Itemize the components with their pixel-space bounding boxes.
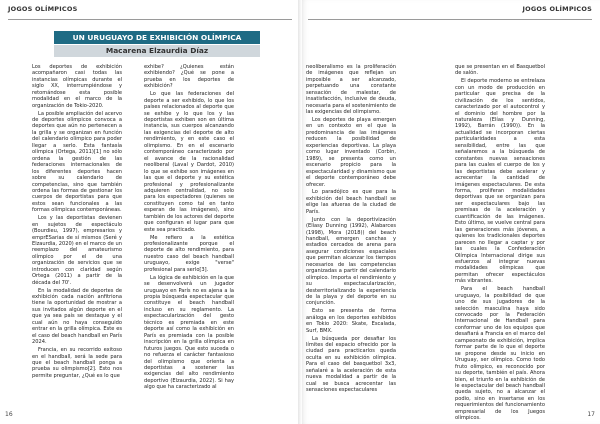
paragraph: que se presentan en el Basquetbol de salón.: [455, 64, 545, 77]
paragraph: La búsqueda por desafiar los límites del espacio ofrecido por la ciudad para practicarlos queda oculta en su exhibición olímpica. Para el caso del basquetbol 3x3, señalaré a la aceleración de esta nueva modalidad a partir de la cual se busca acrecentar las sensaciones espectaculares: [306, 335, 396, 394]
paragraph: Lo paradójico es que para la exhibición del beach handball se elige las afueras de la ciudad de París.: [306, 189, 396, 215]
paragraph: La posible ampliación del acervo de deportes olímpicos convoca a deportes que aún no pertenecen a la grilla y se organizan en función del calendario olímpico para poder llegar a serlo. Esta fantasía olímpica (Ortega, 2011)[1] no sólo ordena la gestión de las federaciones internacionales de los diferentes deportes hacen sobre su calendario de competencias, sino que también ordena las formas de gestionar los cuerpos de deportistas para que estos sean funcionales a las formas olímpicas contemporáneas.: [32, 110, 122, 214]
paragraph: El deporte moderno se entrelaza con un modo de producción en particular que precisa de la civilización de los sentidos, caracterizado por el autocontrol y el dominio del hombre por la naturaleza (Elías y Dunning, 1992), Barrán (1990)). En la actualidad se incorporan ciertas particularidades a esta sensibilidad, entre las que señalaremos a la búsqueda de constantes nuevas sensaciones para las cuales el cuerpo de los y las deportistas debe acelerar y acrecentar la cantidad de imágenes espectaculares. De esta forma, proliferan modalidades deportivas que se organizan para ser espectaculares bajo las premisas de la aceleración y cuantificación de las imágenes. Esto último, se vuelve central para las generaciones más jóvenes, a quienes los tradicionales deportes parecen no llegar a captar y por las cuales la Confederación Olímpica Internacional dirige sus esfuerzos al integrar nuevas modalidades olímpicas que permitan ofrecer espectáculos más vibrantes.: [455, 78, 545, 285]
page-number-left: 16: [5, 411, 13, 418]
paragraph: Los deportes de playa emergen en un contexto en el que la predominancia de las imágenes reducen la posibilidad de experiencias deportivas. La playa como lugar inventado (Corbin, 1989), se presenta como un escenario propicio para la espectacularidad y dinamismo que el deporte contemporáneo debe ofrecer.: [306, 117, 396, 188]
paragraph: Para el beach handball uruguayo, la posibilidad de que uno de sus jugadores de la selección masculina haya sido convocado por la Federación Internacional de Handball para conformar uno de los equipos que desafiará a Francia en el marco del campeonato de exhibición, implica formar parte de lo que el deporte se propone desde su inicio en Uruguay, ser olímpico. Como todo fruto olímpico, es reconocido por su deporte, también el país. Ahora bien, el triunfo en la exhibición de le espectacular del beach handball queda sujeto, no a alcanzar el podio, sino en insertarse en los requerimientos del funcionamiento empresarial de los Juegos olímpicos.: [455, 286, 545, 422]
article-author: Macarena Elzaurdia Díaz: [54, 45, 260, 57]
article-title: UN URUGUAYO DE EXHIBICIÓN OLÍMPICA: [54, 31, 260, 44]
paragraph: exhibe? ¿Quienes están exhibiendo? ¿Qué se pone a prueba en los deportes de exhibición?: [144, 64, 234, 90]
page-number-right: 17: [587, 411, 595, 418]
paragraph: Junto con la deportivización (Elíasy Dunning (1992), Alabarces (1998), Mora (2018)) del beach handball, emergen canchas y estadios cercados de arena para asegurar condiciones espaciales que permitan alcanzar los tiempos necesarios de las competencias organizadas a partir del calendario olímpico. Importa el rendimiento y su espectacularización, desterritorializando la experiencia de la playa y del deporte en su conjunción.: [306, 216, 396, 307]
paragraph: Francia, en su recorrido exitoso en el handball, será la sede para que el beach handball ponga a prueba su olimpismo[2]. Esto nos permite preguntar, ¿Qué es lo que: [32, 347, 122, 379]
paragraph: Esto se presenta de forma análoga en los deportes exhibidos en Tokio 2020: Skate, Escalada, Surf, BMX.: [306, 308, 396, 334]
header-rule-right: [308, 19, 592, 20]
paragraph: La lógica de exhibición en la que se desenvolverá un jugador uruguayo en París no es ajena a la propia búsqueda espectacular que constituye el beach handball incluso en su reglamento. La espectacularización del gesto técnico es premiada en este deporte así como la exhibición en París es premiada con la posible inscripción en la grilla olímpica en futuros juegos. Que esto suceda o no refuerza el carácter fantasioso del olimpismo que orienta a deportistas a sostener las exigencias del alto rendimiento deportivo (Elzaurdia, 2022). Si hay algo que ha caracterizado al: [144, 274, 234, 391]
header-rule-left: [8, 19, 292, 20]
text-column-4: [455, 64, 545, 422]
text-column-1: [32, 64, 122, 392]
paragraph: Los deportes de exhibición acompañaron casi todas las instancias olímpicas durante el siglo XX, interrumpiéndose y retomándose esta posible modalidad en el marco de la organización de Tokio-2020.: [32, 64, 122, 109]
paragraph: En la modalidad de deportes de exhibición cada nación anfitriona tiene la oportunidad de mostrar a sus invitados algún deporte en el que ya sea país se destaque y el cual aún no haya conseguido entrar en la grilla olímpica. Este es el caso del beach handball en París 2024.: [32, 287, 122, 346]
paragraph: Lo que las federaciones del deporte a ser exhibido, lo que los países relacionados al deporte que se exhibe y lo que los y las deportistas exhiben son en última instancia, sus cuerpos alcanzando las exigencias del deporte de alto rendimiento, y en este caso el olimpismo. En en el escenario contemporáneo caracterizado por el avance de la racionalidad neoliberal (Laval y Dardot, 2010) lo que se exhibe son imágenes en las que el deporte y su estética profesional y profesionalizante adquieren centralidad, no solo para los espectadores (quienes se constituyen como tal en tanto esperan de las imágenes), sino también de los actores del deporte que configuran el lugar para que este sea practicado.: [144, 91, 234, 233]
paragraph: Me refiero a la estética profesionalizante porque el deporte de alto rendimiento, para nuestro caso del beach handball uruguayo, exige "verse" profesional para serlo[3].: [144, 234, 234, 273]
paragraph: Los y las deportistas devienen en sujetos de espectáculo (Bourdieu, 1997), empresarios y emprESarias de sí mismos (Seré y Elzaurdia, 2020) en el marco de un reemplazo del amateurismo olímpico por el de una organización de servicios que se introducen con claridad según Ortega (2011) a partir de la década del 70'.: [32, 215, 122, 286]
header-right: JOGOS OLÍMPICOS: [522, 5, 592, 13]
header-left: JOGOS OLÍMPICOS: [8, 5, 78, 13]
paragraph: neoliberalismo es la proliferación de imágenes que reflejan un imposible a ser alcanzado, perpetuando una constante sensación de malestar, de insatisfacción, inclusive de deuda, necesaria para el sostenimiento de las exigencias del olimpismo.: [306, 64, 396, 116]
page-gutter: [298, 0, 302, 424]
text-column-3: [306, 64, 396, 392]
text-column-2: [144, 64, 234, 392]
